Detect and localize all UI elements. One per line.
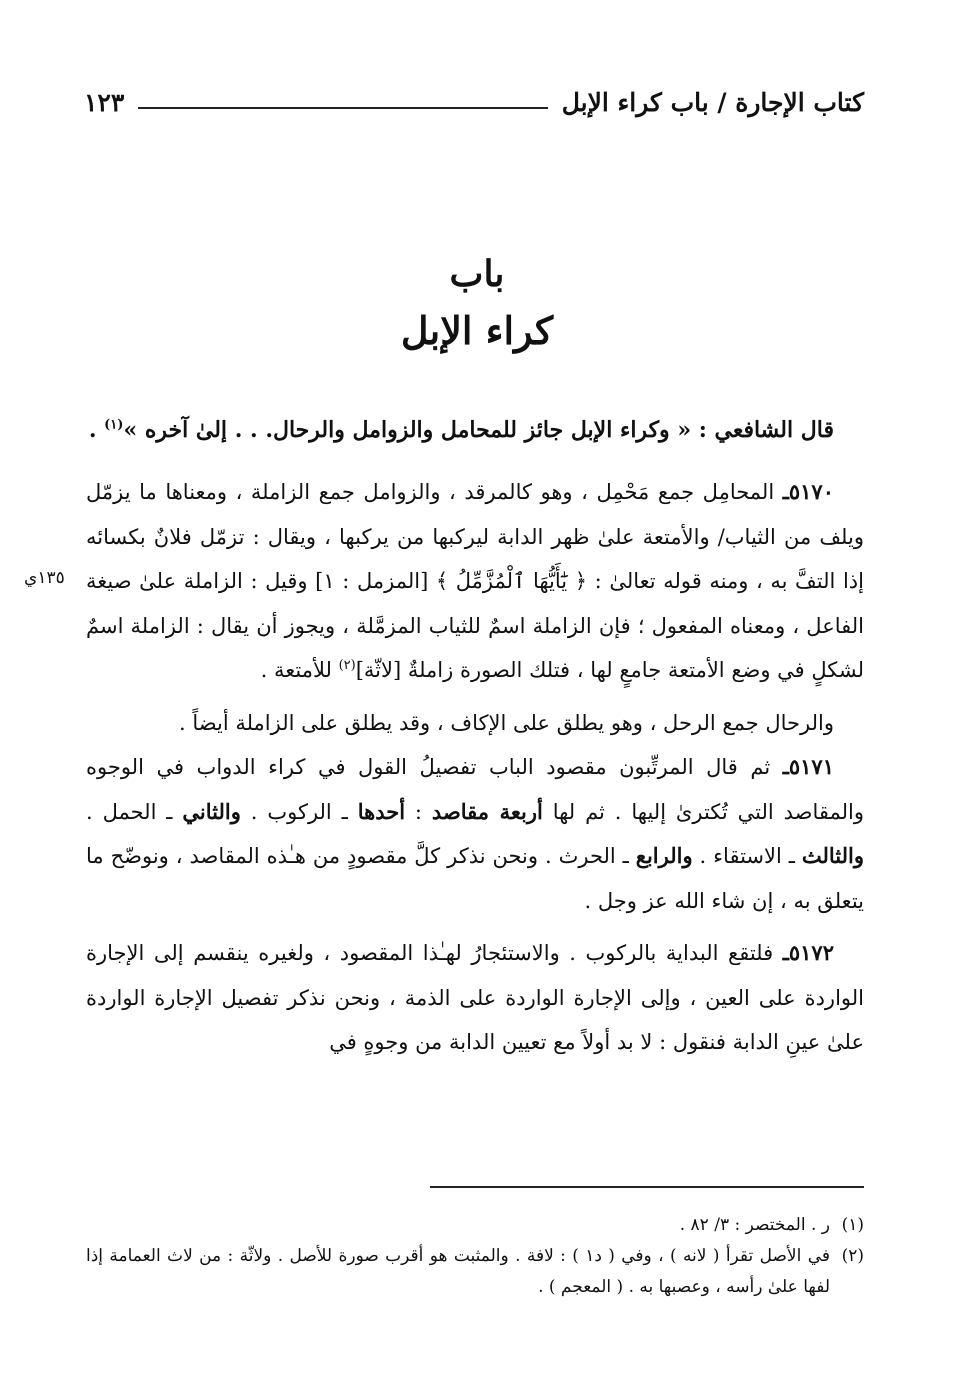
bold-term: أحدها xyxy=(357,798,406,824)
footnote-ref-2: (٢) xyxy=(338,658,356,673)
footnote-number: (١) xyxy=(841,1215,864,1235)
bold-term: أربعة مقاصد xyxy=(431,798,543,824)
intro-text: قال الشافعي : « وكراء الإبل جائز للمحامل والزوامل والرحال. . . إلىٰ آخره » xyxy=(123,417,834,443)
paragraph-text: فلتقع البداية بالركوب . والاستئجارُ لهـٰذا المقصود ، ولغيره ينقسم إلى الإجارة الواردة على العين ، وإلى الإجارة الواردة على الذمة ، ونحن نذكر تفصيل الإجارة الواردة علىٰ عينِ الدابة فنقول : لا بد أولاً مع تعيين الدابة من وجوهٍ في xyxy=(86,941,864,1054)
paragraph-text: ـ الحمل . xyxy=(86,799,183,824)
paragraph-5170 xyxy=(86,470,864,693)
paragraph-text: والرحال جمع الرحل ، وهو يطلق على الإكاف ، وقد يطلق على الزاملة أيضاً . xyxy=(179,710,834,735)
header-rule xyxy=(138,107,547,109)
paragraph-text: : xyxy=(405,799,432,824)
paragraph-5171 xyxy=(86,745,864,923)
running-header xyxy=(84,82,864,122)
paragraph-rihal xyxy=(86,701,864,746)
paragraph-text: ـ الركوب . xyxy=(240,799,358,824)
intro-quote xyxy=(86,404,864,456)
footnote-number: (٢) xyxy=(841,1246,864,1266)
chapter-heading-line1: باب xyxy=(449,253,505,295)
footnote-ref-1: (١) xyxy=(104,417,124,433)
bold-term: والثاني xyxy=(182,798,241,824)
section-number: ٥١٧٠ـ xyxy=(782,479,834,504)
footnote-text: ر . المختصر : ٣/ ٨٢ . xyxy=(679,1215,830,1235)
footnote-divider xyxy=(430,1186,864,1188)
paragraph-text: ـ الحرث . ونحن نذكر كلَّ مقصودٍ من هـٰذه المقاصد ، ونوضّح ما يتعلق به ، إن شاء الله عز وجل . xyxy=(86,844,864,913)
bold-term: والثالث xyxy=(801,843,864,868)
footnotes xyxy=(86,1210,864,1303)
section-number: ٥١٧١ـ xyxy=(782,754,834,779)
paragraph-text: ـ الاستقاء . xyxy=(692,844,802,868)
footnote-2 xyxy=(86,1241,864,1303)
chapter-heading xyxy=(0,248,954,362)
paragraph-5172 xyxy=(86,931,864,1065)
page-number: ١٢٣ xyxy=(84,87,125,117)
section-number: ٥١٧٢ـ xyxy=(782,940,834,965)
paragraph-text: ثم قال المرتِّبون مقصود الباب تفصيلُ القول في كراء الدواب في الوجوه والمقاصد التي تُكترىٰ إليها . ثم لها xyxy=(86,755,864,824)
header-title: كتاب الإجارة / باب كراء الإبل xyxy=(561,87,864,117)
paragraph-text-tail: للأمتعة . xyxy=(260,658,339,682)
footnote-text: في الأصل تقرأ ( لانه ) ، وفي ( د١ ) : لافة . والمثبت هو أقرب صورة للأصل . ولاثّة : من لاث العمامة إذا لفها علىٰ رأسه ، وعصبها به . ( المعجم ) . xyxy=(86,1246,830,1297)
main-text xyxy=(86,404,864,1065)
footnote-1 xyxy=(86,1210,864,1241)
chapter-heading-line2: كراء الإبل xyxy=(400,308,554,353)
bold-term: والرابع xyxy=(635,843,693,868)
paragraph-text: المحامِل جمع مَحْمِل ، وهو كالمرقد ، والزوامل جمع الزاملة ، ومعناها ما يزمّل ويلف من الثياب/ والأمتعة علىٰ ظهر الدابة ليركبها من يركبها ، ويقال : تزمّل فلانٌ بكسائه إذا التفَّ به ، ومنه قوله تعالىٰ : ﴿ يَٰٓأَيُّهَا ٱلْمُزَّمِّلُ ﴾ [المزمل : ١] وقيل : الزاملة علىٰ صيغة الفاعل ، ومعناه المفعول ؛ فإن الزاملة اسمٌ للثياب المزمَّلة ، ويجوز أن يقال : الزاملة اسمٌ لشكلٍ في وضع الأمتعة جامعٍ لها ، فتلك الصورة زاملةٌ [لاثّة] xyxy=(86,480,864,682)
intro-tail: . xyxy=(88,417,105,443)
marginal-manuscript-ref: ١٣٥ي xyxy=(24,568,65,588)
